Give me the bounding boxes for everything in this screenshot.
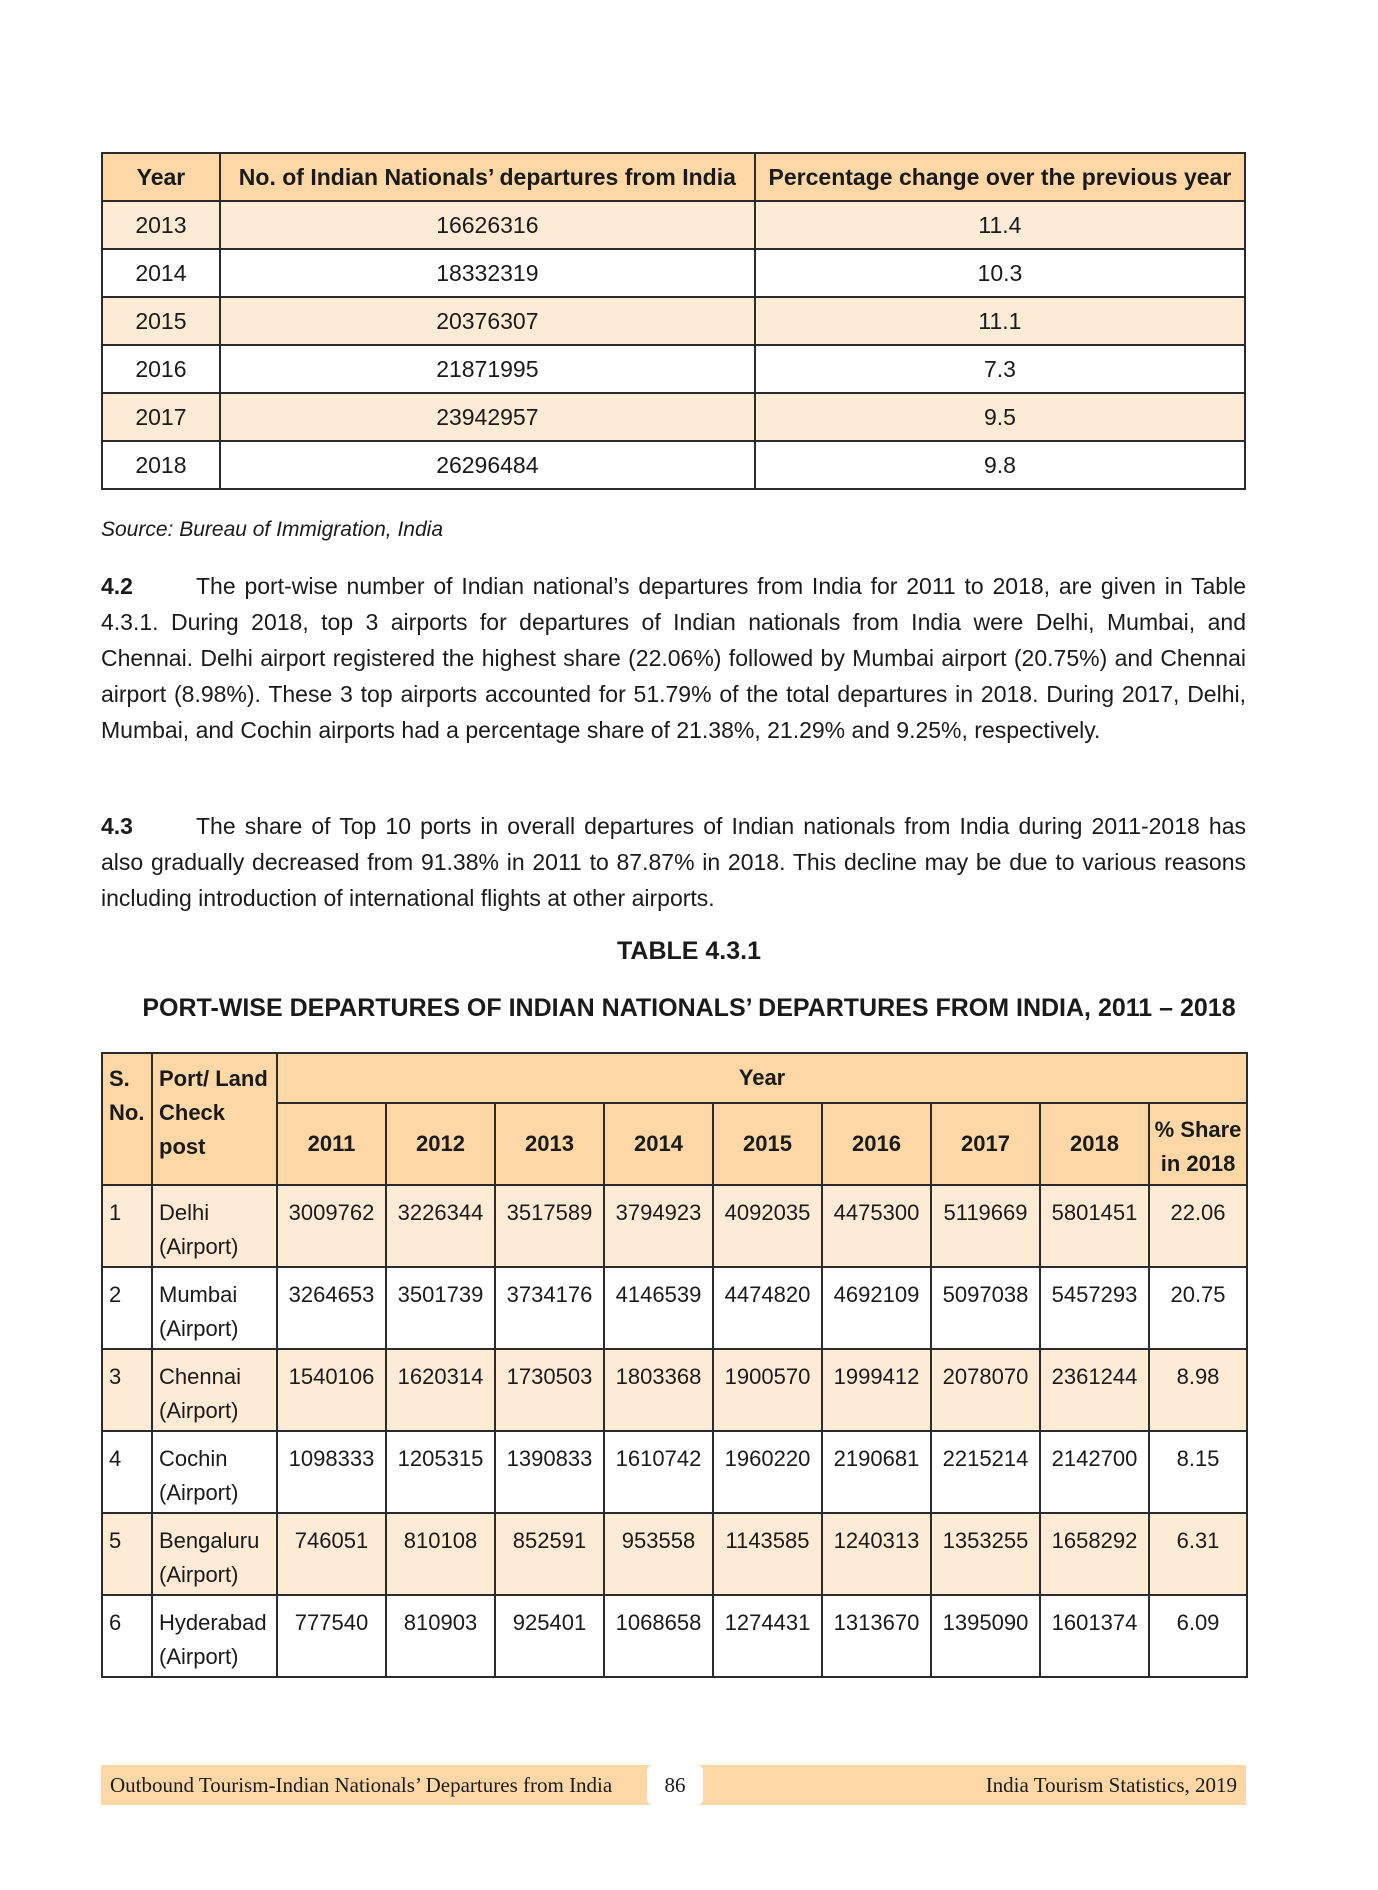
departures-cell: 16626316 xyxy=(220,201,755,249)
pct-change-cell: 10.3 xyxy=(755,249,1245,297)
table-row xyxy=(102,1185,1247,1267)
value-cell-2015: 4474820 xyxy=(713,1267,822,1349)
value-cell-2018: 5457293 xyxy=(1040,1267,1149,1349)
departures-cell: 26296484 xyxy=(220,441,755,489)
share-cell: 20.75 xyxy=(1149,1267,1247,1349)
page-number: 86 xyxy=(647,1765,703,1805)
value-cell-2011: 746051 xyxy=(277,1513,386,1595)
year-cell: 2017 xyxy=(102,393,220,441)
table-label: TABLE 4.3.1 xyxy=(616,937,762,965)
sno-cell: 5 xyxy=(102,1513,152,1595)
table-source-note: Source: Bureau of Immigration, India xyxy=(101,518,444,541)
pct-change-cell: 9.5 xyxy=(755,393,1245,441)
table-row xyxy=(102,1431,1247,1513)
value-cell-2013: 1730503 xyxy=(495,1349,604,1431)
value-cell-2011: 3009762 xyxy=(277,1185,386,1267)
table-header-row xyxy=(102,153,1245,201)
value-cell-2016: 2190681 xyxy=(822,1431,931,1513)
value-cell-2018: 1658292 xyxy=(1040,1513,1149,1595)
paragraph-text: The share of Top 10 ports in overall departures of Indian nationals from India during 2011-2018 has also gradually decreased from 91.38% in 2011 to 87.87% in 2018. This decline may be due to various reasons including introduction of international flights at other airports. xyxy=(101,813,1246,911)
footer-chapter-title: Outbound Tourism-Indian Nationals’ Departures from India xyxy=(110,1773,613,1797)
value-cell-2018: 2142700 xyxy=(1040,1431,1149,1513)
pct-change-cell: 11.4 xyxy=(755,201,1245,249)
col-header-sno: S. No. xyxy=(102,1053,152,1185)
year-cell: 2015 xyxy=(102,297,220,345)
value-cell-2018: 2361244 xyxy=(1040,1349,1149,1431)
value-cell-2012: 3501739 xyxy=(386,1267,495,1349)
value-cell-2011: 1098333 xyxy=(277,1431,386,1513)
departures-cell: 20376307 xyxy=(220,297,755,345)
value-cell-2016: 1999412 xyxy=(822,1349,931,1431)
table-row xyxy=(102,345,1245,393)
value-cell-2016: 1240313 xyxy=(822,1513,931,1595)
page-footer xyxy=(101,1765,1246,1805)
value-cell-2016: 4475300 xyxy=(822,1185,931,1267)
share-cell: 8.15 xyxy=(1149,1431,1247,1513)
col-header-2011: 2011 xyxy=(277,1103,386,1185)
col-header-share-2018: % Share in 2018 xyxy=(1149,1103,1247,1185)
departures-summary-table xyxy=(101,152,1246,490)
departures-cell: 21871995 xyxy=(220,345,755,393)
share-cell: 6.31 xyxy=(1149,1513,1247,1595)
sno-cell: 2 xyxy=(102,1267,152,1349)
value-cell-2012: 1205315 xyxy=(386,1431,495,1513)
value-cell-2013: 3517589 xyxy=(495,1185,604,1267)
table-row xyxy=(102,297,1245,345)
paragraph-text: The port-wise number of Indian national’s departures from India for 2011 to 2018, are given in Table 4.3.1. During 2018, top 3 airports for departures of Indian nationals from India were Delhi, Mumbai, and Chennai. Delhi airport registered the highest share (22.06%) followed by Mumbai airport (20.75%) and Chennai airport (8.98%). These 3 top airports accounted for 51.79% of the total departures in 2018. During 2017, Delhi, Mumbai, and Cochin airports had a percentage share of 21.38%, 21.29% and 9.25%, respectively. xyxy=(101,573,1246,743)
sno-cell: 3 xyxy=(102,1349,152,1431)
value-cell-2016: 1313670 xyxy=(822,1595,931,1677)
value-cell-2012: 1620314 xyxy=(386,1349,495,1431)
pct-change-cell: 9.8 xyxy=(755,441,1245,489)
table-row xyxy=(102,201,1245,249)
col-header-port: Port/ Land Check post xyxy=(152,1053,277,1185)
value-cell-2018: 5801451 xyxy=(1040,1185,1149,1267)
table-header-row xyxy=(102,1053,1247,1103)
port-cell: Delhi (Airport) xyxy=(152,1185,277,1267)
pct-change-cell: 11.1 xyxy=(755,297,1245,345)
table-row xyxy=(102,1595,1247,1677)
col-header-pct-change: Percentage change over the previous year xyxy=(755,153,1245,201)
value-cell-2013: 925401 xyxy=(495,1595,604,1677)
year-cell: 2018 xyxy=(102,441,220,489)
sno-cell: 4 xyxy=(102,1431,152,1513)
departures-cell: 18332319 xyxy=(220,249,755,297)
col-header-year-group: Year xyxy=(277,1053,1247,1103)
value-cell-2014: 953558 xyxy=(604,1513,713,1595)
value-cell-2017: 5097038 xyxy=(931,1267,1040,1349)
value-cell-2015: 4092035 xyxy=(713,1185,822,1267)
paragraph-number: 4.2 xyxy=(101,573,133,599)
value-cell-2018: 1601374 xyxy=(1040,1595,1149,1677)
port-cell: Chennai (Airport) xyxy=(152,1349,277,1431)
value-cell-2015: 1143585 xyxy=(713,1513,822,1595)
departures-cell: 23942957 xyxy=(220,393,755,441)
pct-change-cell: 7.3 xyxy=(755,345,1245,393)
footer-publication-title: India Tourism Statistics, 2019 xyxy=(985,1773,1237,1797)
col-header-2017: 2017 xyxy=(931,1103,1040,1185)
port-cell: Cochin (Airport) xyxy=(152,1431,277,1513)
value-cell-2014: 1610742 xyxy=(604,1431,713,1513)
value-cell-2014: 3794923 xyxy=(604,1185,713,1267)
value-cell-2017: 1395090 xyxy=(931,1595,1040,1677)
share-cell: 6.09 xyxy=(1149,1595,1247,1677)
value-cell-2015: 1900570 xyxy=(713,1349,822,1431)
port-cell: Hyderabad (Airport) xyxy=(152,1595,277,1677)
value-cell-2014: 1068658 xyxy=(604,1595,713,1677)
value-cell-2011: 777540 xyxy=(277,1595,386,1677)
col-header-2012: 2012 xyxy=(386,1103,495,1185)
value-cell-2013: 852591 xyxy=(495,1513,604,1595)
table-row xyxy=(102,441,1245,489)
value-cell-2015: 1274431 xyxy=(713,1595,822,1677)
value-cell-2017: 2215214 xyxy=(931,1431,1040,1513)
table-row xyxy=(102,249,1245,297)
paragraph-4-2 xyxy=(101,568,1246,748)
col-header-2014: 2014 xyxy=(604,1103,713,1185)
value-cell-2015: 1960220 xyxy=(713,1431,822,1513)
port-wise-departures-table xyxy=(101,1052,1248,1678)
paragraph-4-3 xyxy=(101,808,1246,916)
paragraph-number: 4.3 xyxy=(101,813,133,839)
value-cell-2013: 3734176 xyxy=(495,1267,604,1349)
table-title: PORT-WISE DEPARTURES OF INDIAN NATIONALS’ DEPARTURES FROM INDIA, 2011 – 2018 xyxy=(142,994,1236,1022)
value-cell-2012: 810903 xyxy=(386,1595,495,1677)
year-cell: 2016 xyxy=(102,345,220,393)
value-cell-2017: 1353255 xyxy=(931,1513,1040,1595)
table-row xyxy=(102,1267,1247,1349)
year-cell: 2014 xyxy=(102,249,220,297)
col-header-year: Year xyxy=(102,153,220,201)
table-row xyxy=(102,393,1245,441)
sno-cell: 1 xyxy=(102,1185,152,1267)
col-header-departures: No. of Indian Nationals’ departures from India xyxy=(220,153,755,201)
value-cell-2012: 810108 xyxy=(386,1513,495,1595)
table-row xyxy=(102,1513,1247,1595)
value-cell-2011: 1540106 xyxy=(277,1349,386,1431)
share-cell: 22.06 xyxy=(1149,1185,1247,1267)
share-cell: 8.98 xyxy=(1149,1349,1247,1431)
value-cell-2017: 2078070 xyxy=(931,1349,1040,1431)
value-cell-2011: 3264653 xyxy=(277,1267,386,1349)
value-cell-2014: 1803368 xyxy=(604,1349,713,1431)
year-cell: 2013 xyxy=(102,201,220,249)
col-header-2016: 2016 xyxy=(822,1103,931,1185)
col-header-2018: 2018 xyxy=(1040,1103,1149,1185)
value-cell-2016: 4692109 xyxy=(822,1267,931,1349)
port-cell: Bengaluru (Airport) xyxy=(152,1513,277,1595)
value-cell-2012: 3226344 xyxy=(386,1185,495,1267)
value-cell-2017: 5119669 xyxy=(931,1185,1040,1267)
value-cell-2014: 4146539 xyxy=(604,1267,713,1349)
sno-cell: 6 xyxy=(102,1595,152,1677)
col-header-2013: 2013 xyxy=(495,1103,604,1185)
port-cell: Mumbai (Airport) xyxy=(152,1267,277,1349)
table-row xyxy=(102,1349,1247,1431)
col-header-2015: 2015 xyxy=(713,1103,822,1185)
value-cell-2013: 1390833 xyxy=(495,1431,604,1513)
